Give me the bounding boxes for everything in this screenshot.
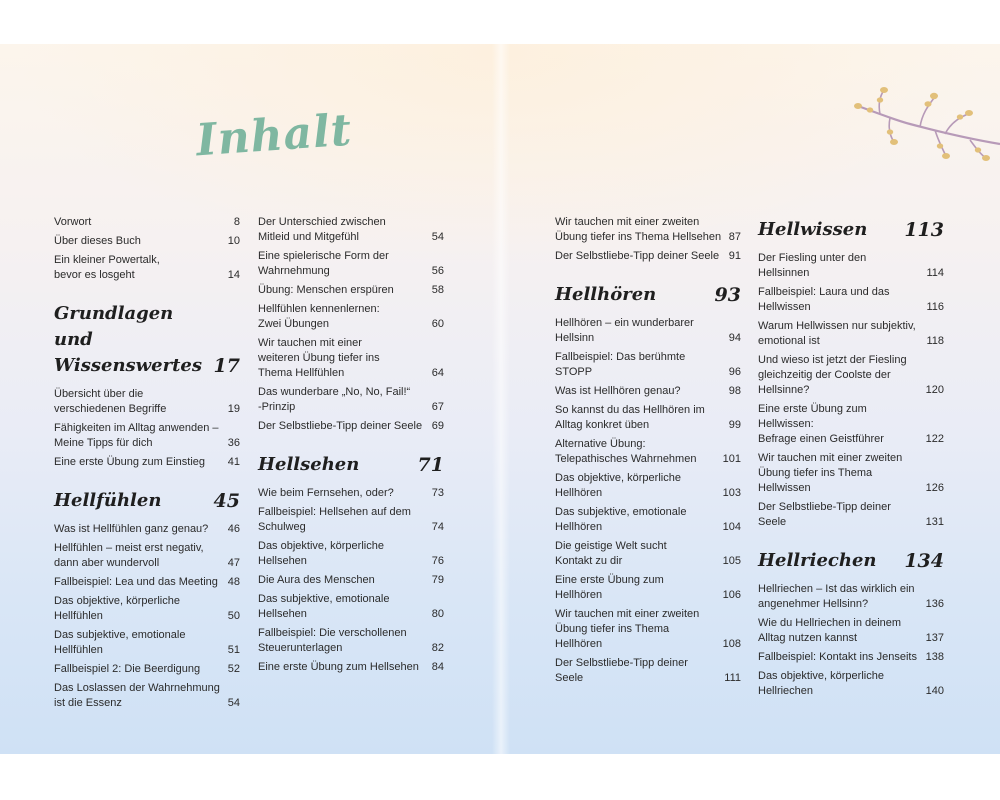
entry-page-number: 41 — [227, 456, 240, 468]
entry-title: Die geistige Welt sucht Kontakt zu dir — [555, 540, 667, 567]
entry-page-number: 69 — [431, 420, 444, 432]
section-heading — [54, 301, 240, 379]
toc-entry — [54, 522, 240, 537]
entry-page-number: 79 — [431, 574, 444, 586]
entry-page-number: 36 — [227, 437, 240, 449]
entry-title: Wir tauchen mit einer zweiten Übung tiefer ins Thema Hellwissen — [758, 452, 903, 494]
entry-page-number: 74 — [431, 521, 444, 533]
entry-title: Eine erste Übung zum Einstieg — [54, 456, 206, 468]
entry-title: Das objektive, körperliche Hellsehen — [258, 540, 384, 567]
entry-title: Fallbeispiel: Lea und das Meeting — [54, 576, 218, 588]
entry-title: Hellfühlen – meist erst negativ, dann aber wundervoll — [54, 542, 204, 569]
entry-page-number: 64 — [431, 367, 444, 379]
toc-column-4 — [758, 215, 944, 703]
entry-title: Wir tauchen mit einer zweiten Übung tiefer ins Thema Hellsehen — [555, 216, 722, 243]
page-title: Inhalt — [194, 104, 354, 167]
entry-title: Wir tauchen mit einer zweiten Übung tiefer ins Thema Hellhören — [555, 608, 700, 650]
toc-entry — [555, 403, 741, 433]
toc-entry — [258, 249, 444, 279]
entry-page-number: 58 — [431, 284, 444, 296]
section-title: Hellriechen — [758, 550, 877, 571]
toc-entry — [758, 402, 944, 447]
entry-page-number: 137 — [925, 632, 944, 644]
section-title: Hellsehen — [258, 454, 360, 475]
entry-title: Der Selbstliebe-Tipp deiner Seele — [258, 420, 423, 432]
toc-entry — [758, 251, 944, 281]
entry-page-number: 140 — [925, 685, 944, 697]
entry-title: Hellhören – ein wunderbarer Hellsinn — [555, 317, 694, 344]
toc-entry — [555, 539, 741, 569]
toc-column-2 — [258, 215, 444, 679]
entry-title: Wie beim Fernsehen, oder? — [258, 487, 394, 499]
entry-title: Was ist Hellfühlen ganz genau? — [54, 523, 209, 535]
entry-title: Das subjektive, emotionale Hellfühlen — [54, 629, 186, 656]
section-heading — [258, 452, 444, 478]
toc-entry — [54, 421, 240, 451]
toc-entry — [555, 573, 741, 603]
toc-entry — [54, 387, 240, 417]
toc-entry — [54, 234, 240, 249]
entry-title: Eine erste Übung zum Hellsehen — [258, 661, 419, 673]
entry-page-number: 67 — [431, 401, 444, 413]
entry-title: Der Unterschied zwischen Mitleid und Mitgefühl — [258, 216, 386, 243]
entry-title: Fähigkeiten im Alltag anwenden – Meine Tipps für dich — [54, 422, 219, 449]
toc-entry — [555, 656, 741, 686]
section-heading — [758, 548, 944, 574]
toc-entry — [758, 285, 944, 315]
toc-entry — [54, 594, 240, 624]
entry-page-number: 54 — [431, 231, 444, 243]
entry-title: Das Loslassen der Wahrnehmung ist die Essenz — [54, 682, 220, 709]
entry-title: Fallbeispiel: Kontakt ins Jenseits — [758, 651, 917, 663]
section-title: Hellhören — [555, 284, 657, 305]
toc-entry — [758, 353, 944, 398]
entry-title: Fallbeispiel: Das berühmte STOPP — [555, 351, 686, 378]
toc-entry — [555, 215, 741, 245]
entry-title: Hellriechen – Ist das wirklich ein angenehmer Hellsinn? — [758, 583, 915, 610]
toc-entry — [758, 500, 944, 530]
entry-title: Alternative Übung: Telepathisches Wahrnehmen — [555, 438, 697, 465]
section-page-number: 134 — [904, 550, 944, 572]
section-page-number: 71 — [417, 454, 444, 476]
section-heading — [54, 488, 240, 514]
entry-page-number: 116 — [926, 301, 944, 313]
entry-page-number: 138 — [925, 651, 944, 663]
section-heading — [555, 282, 741, 308]
toc-entry — [258, 486, 444, 501]
entry-title: Eine spielerische Form der Wahrnehmung — [258, 250, 389, 277]
entry-page-number: 56 — [431, 265, 444, 277]
entry-page-number: 47 — [227, 557, 240, 569]
entry-page-number: 122 — [925, 433, 944, 445]
entry-title: Das objektive, körperliche Hellfühlen — [54, 595, 180, 622]
entry-page-number: 51 — [227, 644, 240, 656]
entry-page-number: 52 — [227, 663, 240, 675]
entry-page-number: 103 — [722, 487, 741, 499]
toc-entry — [258, 539, 444, 569]
entry-page-number: 48 — [227, 576, 240, 588]
toc-entry — [555, 505, 741, 535]
toc-entry — [258, 419, 444, 434]
toc-entry — [54, 253, 240, 283]
entry-title: Über dieses Buch — [54, 235, 141, 247]
entry-page-number: 76 — [431, 555, 444, 567]
entry-title: Übersicht über die verschiedenen Begriffe — [54, 388, 167, 415]
entry-page-number: 60 — [431, 318, 444, 330]
entry-title: Übung: Menschen erspüren — [258, 284, 394, 296]
entry-page-number: 101 — [722, 453, 741, 465]
toc-entry — [54, 662, 240, 677]
toc-entry — [258, 626, 444, 656]
entry-page-number: 94 — [728, 332, 741, 344]
entry-title: Warum Hellwissen nur subjektiv, emotional ist — [758, 320, 916, 347]
entry-title: Der Fiesling unter den Hellsinnen — [758, 252, 867, 279]
toc-entry — [758, 616, 944, 646]
toc-entry — [555, 607, 741, 652]
toc-entry — [258, 336, 444, 381]
entry-title: Der Selbstliebe-Tipp deiner Seele — [758, 501, 891, 528]
toc-entry — [555, 471, 741, 501]
entry-page-number: 87 — [728, 231, 741, 243]
entry-page-number: 80 — [431, 608, 444, 620]
entry-title: So kannst du das Hellhören im Alltag konkret üben — [555, 404, 705, 431]
toc-column-1 — [54, 215, 240, 715]
toc-entry — [258, 505, 444, 535]
section-title: Grundlagen und Wissenswertes — [54, 303, 203, 376]
entry-title: Vorwort — [54, 216, 92, 228]
toc-entry — [54, 575, 240, 590]
toc-entry — [258, 302, 444, 332]
entry-page-number: 111 — [724, 672, 741, 684]
book-spread — [0, 44, 1000, 754]
entry-page-number: 98 — [728, 385, 741, 397]
toc-entry — [758, 650, 944, 665]
entry-title: Wie du Hellriechen in deinem Alltag nutzen kannst — [758, 617, 902, 644]
toc-entry — [258, 385, 444, 415]
entry-page-number: 50 — [227, 610, 240, 622]
toc-entry — [758, 451, 944, 496]
entry-title: Hellfühlen kennenlernen: Zwei Übungen — [258, 303, 380, 330]
entry-page-number: 96 — [728, 366, 741, 378]
entry-title: Das objektive, körperliche Hellriechen — [758, 670, 884, 697]
entry-page-number: 120 — [925, 384, 944, 396]
toc-entry — [258, 215, 444, 245]
entry-page-number: 10 — [227, 235, 240, 247]
entry-page-number: 14 — [227, 269, 240, 281]
toc-entry — [258, 660, 444, 675]
entry-page-number: 91 — [728, 250, 741, 262]
entry-title: Das wunderbare „No, No, Fail!“ -Prinzip — [258, 386, 411, 413]
toc-entry — [758, 669, 944, 699]
entry-page-number: 54 — [227, 697, 240, 709]
toc-entry — [258, 592, 444, 622]
toc-column-3 — [555, 215, 741, 690]
entry-page-number: 104 — [722, 521, 741, 533]
section-page-number: 113 — [904, 219, 944, 241]
toc-entry — [54, 455, 240, 470]
toc-entry — [555, 384, 741, 399]
entry-page-number: 126 — [925, 482, 944, 494]
entry-title: Wir tauchen mit einer weiteren Übung tiefer ins Thema Hellfühlen — [258, 337, 380, 379]
entry-title: Der Selbstliebe-Tipp deiner Seele — [555, 657, 688, 684]
entry-title: Das subjektive, emotionale Hellhören — [555, 506, 687, 533]
branch-illustration — [850, 84, 1000, 164]
toc-entry — [555, 437, 741, 467]
entry-title: Das objektive, körperliche Hellhören — [555, 472, 681, 499]
entry-title: Fallbeispiel: Hellsehen auf dem Schulweg — [258, 506, 411, 533]
toc-entry — [555, 249, 741, 264]
entry-page-number: 8 — [233, 216, 240, 228]
section-title: Hellwissen — [758, 219, 868, 240]
entry-title: Die Aura des Menschen — [258, 574, 375, 586]
toc-entry — [258, 283, 444, 298]
entry-title: Ein kleiner Powertalk, bevor es losgeht — [54, 254, 160, 281]
entry-title: Eine erste Übung zum Hellhören — [555, 574, 664, 601]
toc-entry — [555, 316, 741, 346]
entry-title: Fallbeispiel 2: Die Beerdigung — [54, 663, 201, 675]
toc-entry — [258, 573, 444, 588]
toc-entry — [758, 319, 944, 349]
section-page-number: 93 — [714, 284, 741, 306]
entry-title: Eine erste Übung zum Hellwissen: Befrage einen Geistführer — [758, 403, 884, 445]
entry-page-number: 106 — [722, 589, 741, 601]
entry-page-number: 108 — [722, 638, 741, 650]
section-page-number: 17 — [213, 355, 240, 377]
toc-entry — [54, 215, 240, 230]
entry-page-number: 19 — [227, 403, 240, 415]
entry-page-number: 73 — [431, 487, 444, 499]
toc-entry — [54, 628, 240, 658]
entry-title: Fallbeispiel: Die verschollenen Steuerunterlagen — [258, 627, 407, 654]
toc-entry — [54, 541, 240, 571]
section-heading — [758, 217, 944, 243]
entry-page-number: 46 — [227, 523, 240, 535]
toc-entry — [758, 582, 944, 612]
entry-page-number: 118 — [926, 335, 944, 347]
entry-page-number: 84 — [431, 661, 444, 673]
book-gutter — [492, 44, 510, 754]
entry-page-number: 99 — [728, 419, 741, 431]
toc-entry — [54, 681, 240, 711]
entry-title: Was ist Hellhören genau? — [555, 385, 681, 397]
section-title: Hellfühlen — [54, 490, 162, 511]
entry-page-number: 105 — [722, 555, 741, 567]
section-page-number: 45 — [213, 490, 240, 512]
entry-title: Das subjektive, emotionale Hellsehen — [258, 593, 390, 620]
entry-page-number: 136 — [925, 598, 944, 610]
entry-title: Und wieso ist jetzt der Fiesling gleichzeitig der Coolste der Hellsinne? — [758, 354, 907, 396]
entry-page-number: 114 — [926, 267, 944, 279]
entry-page-number: 82 — [431, 642, 444, 654]
toc-entry — [555, 350, 741, 380]
entry-title: Der Selbstliebe-Tipp deiner Seele — [555, 250, 720, 262]
entry-title: Fallbeispiel: Laura und das Hellwissen — [758, 286, 890, 313]
entry-page-number: 131 — [925, 516, 944, 528]
